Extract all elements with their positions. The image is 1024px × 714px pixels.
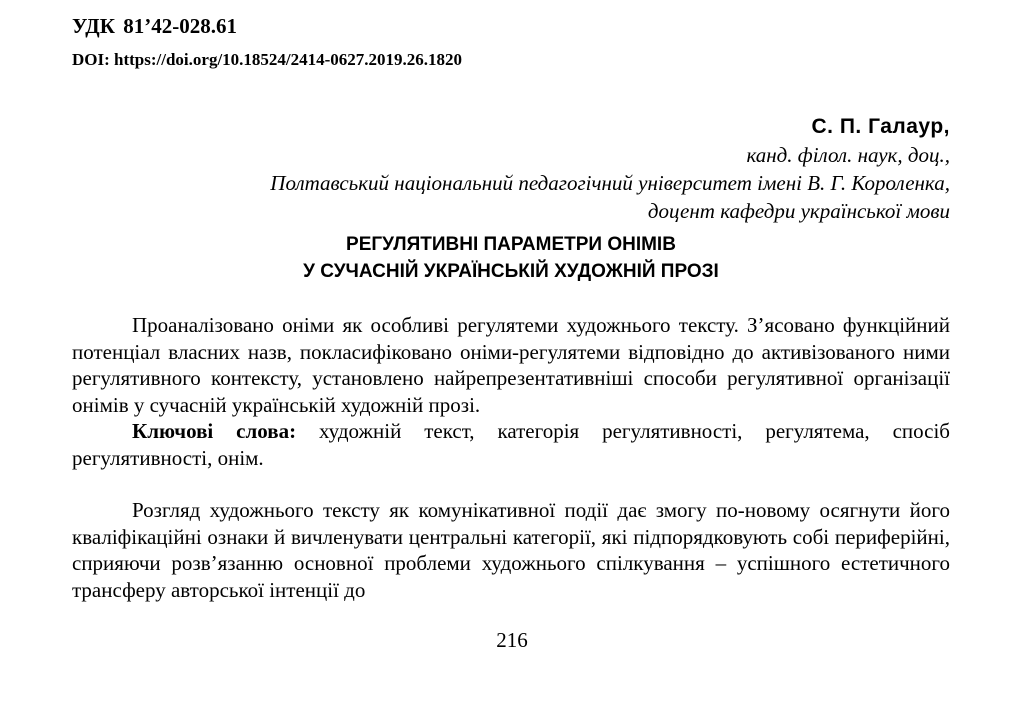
- article-title: [72, 231, 950, 285]
- author-degree: канд. філол. наук, доц.,: [746, 143, 950, 167]
- article-title-line-1: РЕГУЛЯТИВНІ ПАРАМЕТРИ ОНІМІВ: [346, 234, 676, 255]
- article-title-line-2: У СУЧАСНІЙ УКРАЇНСЬКІЙ ХУДОЖНІЙ ПРОЗІ: [303, 261, 719, 282]
- keywords-text: художній текст, категорія регулятивності, регулятема, спосіб регулятивності, онім.: [72, 419, 950, 470]
- udk-code: УДК 81’42-028.61: [72, 14, 237, 38]
- body-paragraph: Розгляд художнього тексту як комунікативної події дає змогу по-новому осягнути його кваліфікаційні ознаки й вичленувати центральні категорії, які підпорядковують собі периферійні, сприяючи розв’язанню основної проблеми художнього спілкування – успішного естетичного трансферу авторської інтенції до: [72, 498, 950, 602]
- author-affiliation: Полтавський національний педагогічний університет імені В. Г. Короленка,: [270, 171, 950, 195]
- abstract-paragraph: Проаналізовано оніми як особливі регулятеми художнього тексту. З’ясовано функційний потенціал власних назв, покласифіковано оніми-регулятеми відповідно до активізованого ними регулятивного контексту, установлено найрепрезентативніші способи регулятивної організації онімів у сучасній українській художній прозі.: [72, 313, 950, 417]
- doi-reference: DOI: https://doi.org/10.18524/2414-0627.2019.26.1820: [72, 50, 463, 69]
- page-number: 216: [496, 628, 528, 652]
- author-position: доцент кафедри української мови: [647, 199, 950, 223]
- author-name: С. П. Галаур,: [811, 115, 950, 138]
- keywords-label: Ключові слова:: [132, 419, 297, 443]
- keywords-paragraph: [72, 418, 950, 471]
- author-block: [270, 113, 950, 225]
